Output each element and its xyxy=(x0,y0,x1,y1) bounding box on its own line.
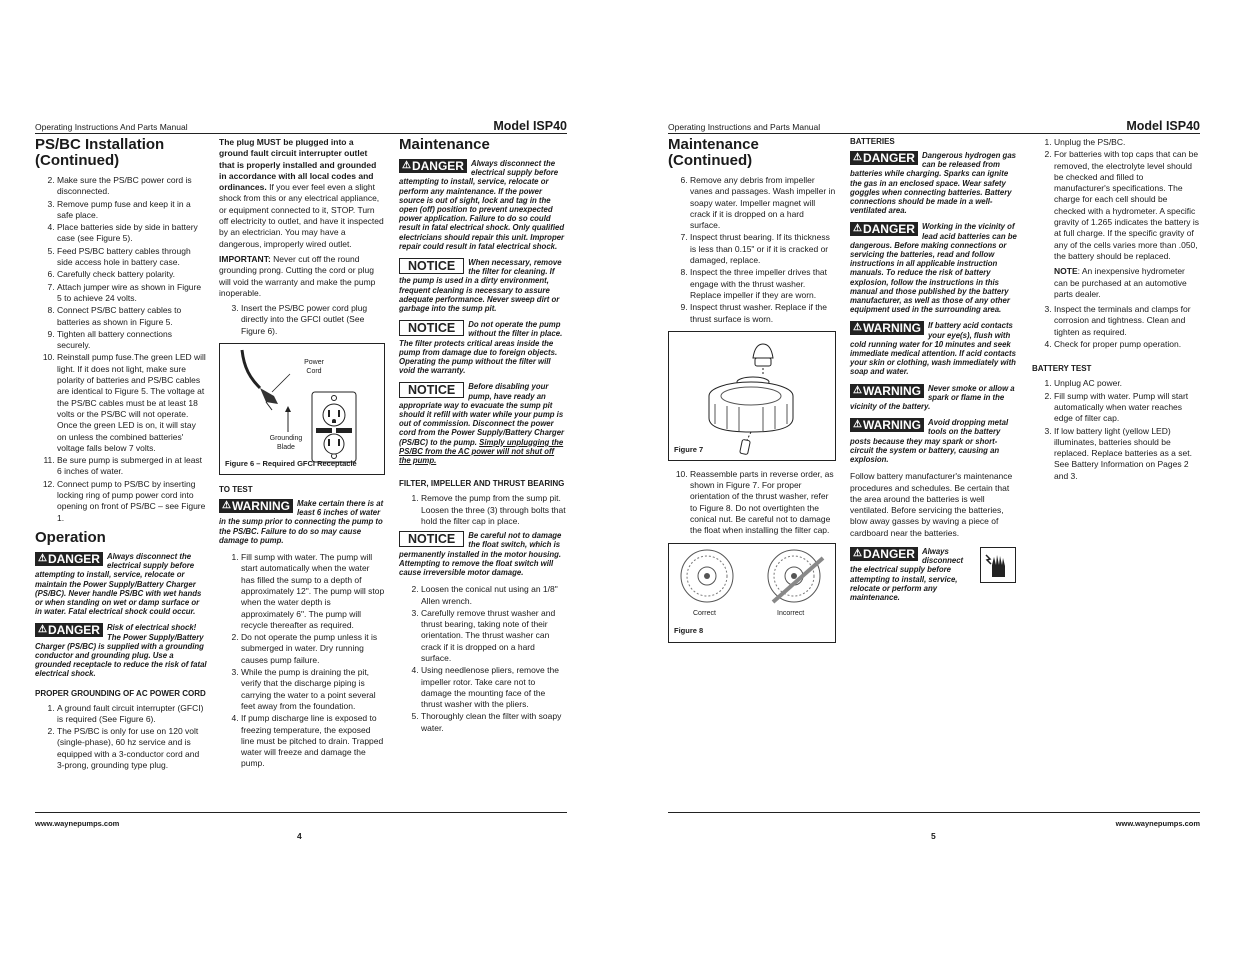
column-2 xyxy=(219,137,385,771)
list-item: 2. Fill sump with water. Pump will start automatically when water reaches edge of filter cap. xyxy=(1054,391,1200,425)
list-item: 5. Thoroughly clean the filter with soapy water. xyxy=(421,711,567,734)
list-item: 6. Carefully check battery polarity. xyxy=(57,269,207,280)
figure-7 xyxy=(668,331,836,461)
warning-notice: ⚠ WARNING Never smoke or allow a spark or flame in the vicinity of the battery. xyxy=(850,383,1015,412)
list-item: 3. While the pump is draining the pit, verify that the discharge piping is carrying the water to a point several feet away from the foundation. xyxy=(241,667,385,712)
list-item: 9. Tighten all battery connections securely. xyxy=(57,329,207,352)
list-item: 2. The PS/BC is only for use on 120 volt (single-phase), 60 hz service and is equipped with a 3-conductor cord and 3-prong, grounding type plug. xyxy=(57,726,207,771)
warning-triangle-icon: ⚠ xyxy=(853,419,862,431)
notice-label: NOTICE xyxy=(399,320,464,336)
list-item: 3. Remove pump fuse and keep it in a safe place. xyxy=(57,199,207,222)
list-item: 1. A ground fault circuit interrupter (GFCI) is required (See Figure 6). xyxy=(57,703,207,726)
warning-notice: ⚠ WARNING Avoid dropping metal tools on the battery posts because they may spark or short-circuit the system or battery, causing an explosion. xyxy=(850,418,1009,465)
body-paragraph: Follow battery manufacturer's maintenance procedures and schedules. Be certain that the area around the batteries is well ventilated. Before servicing the batteries, blow away gasses by waving a piece of cardboard near the batteries. xyxy=(850,471,1013,538)
pump-exploded-view xyxy=(669,332,835,460)
page-number: 5 xyxy=(931,831,936,841)
list-item: 4. Place batteries side by side in battery case (see Figure 5). xyxy=(57,222,207,245)
page-footer xyxy=(35,812,567,841)
warning-triangle-icon: ⚠ xyxy=(402,160,411,171)
filter-steps-a xyxy=(399,493,567,527)
list-item: 8. Inspect the three impeller drives that engage with the thrust washer. Replace impeller if they are worn. xyxy=(690,267,836,301)
warning-notice: ⚠ WARNING If battery acid contacts your eye(s), flush with cold running water for 10 minutes and seek immediate medical attention. If acid contacts your skin or clothing, wash immediately with soap and water. xyxy=(850,321,1016,377)
column-1 xyxy=(668,137,836,643)
danger-label: ⚠ DANGER xyxy=(850,222,918,236)
plug-steps xyxy=(219,303,385,337)
list-item: 12. Connect pump to PS/BC by inserting locking ring of pump power cord into opening on front of PS/BC – see Figure 1. xyxy=(57,479,207,524)
warning-label: ⚠ WARNING xyxy=(850,384,924,398)
list-item: 2. Do not operate the pump unless it is submerged in water. Dry running causes pump failure. xyxy=(241,632,385,666)
warning-label: ⚠ WARNING xyxy=(219,499,293,513)
page-4 xyxy=(35,110,567,850)
footer-url[interactable]: www.waynepumps.com xyxy=(35,819,120,828)
figure-6 xyxy=(219,343,385,475)
list-item: 1. Unplug AC power. xyxy=(1054,378,1200,389)
maintenance-steps xyxy=(668,175,836,325)
list-item: 8. Connect PS/BC battery cables to batteries as shown in Figure 5. xyxy=(57,305,207,328)
danger-notice: ⚠ DANGER Dangerous hydrogen gas can be released from batteries while charging. Sparks can ignite the gas in an enclosed space. Wear safety goggles when connecting batteries. Battery connections should be made in a well-ventilated area. xyxy=(850,151,1016,216)
list-item: 4. Using needlenose pliers, remove the impeller rotor. Take care not to damage the mounting face of the thrust washer with the pliers. xyxy=(421,665,567,710)
page-footer xyxy=(668,812,1200,841)
warning-triangle-icon: ⚠ xyxy=(853,223,862,235)
danger-label: ⚠ DANGER xyxy=(35,623,103,637)
warning-triangle-icon: ⚠ xyxy=(38,624,47,636)
correct-label: Correct xyxy=(693,609,716,617)
list-item: 7. Attach jumper wire as shown in Figure 5 to achieve 24 volts. xyxy=(57,282,207,305)
column-2 xyxy=(850,137,1018,609)
figure-caption: Figure 8 xyxy=(674,626,704,636)
section-title: PS/BC Installation (Continued) xyxy=(35,136,165,169)
list-item: 11. Be sure pump is submerged in at least 6 inches of water. xyxy=(57,455,207,478)
warning-triangle-icon: ⚠ xyxy=(853,322,862,334)
section-title: Maintenance (Continued) xyxy=(668,136,759,169)
plug-paragraph: The plug MUST be plugged into a ground fault circuit interrupter outlet that is properly installed and grounded in accordance with all local codes and ordinances. If you ever feel even a slight shock from this or any electrical appliance, or equipment connected to it, STOP. Turn off electricity to outlet, and have it inspected by an electrician. You may have a dangerous, improperly wired outlet. xyxy=(219,137,384,249)
maintenance-steps-b xyxy=(668,469,836,537)
header-model: Model ISP40 xyxy=(493,119,567,133)
notice-label: NOTICE xyxy=(399,382,464,398)
list-item: 2. Make sure the PS/BC power cord is disconnected. xyxy=(57,175,207,198)
danger-label: ⚠ DANGER xyxy=(399,159,467,173)
warning-triangle-icon: ⚠ xyxy=(38,552,47,564)
power-cord-label: Power Cord xyxy=(304,359,324,376)
danger-notice: ⚠ DANGER Always disconnect the electrical supply before attempting to install, service, relocate or perform any maintenance. xyxy=(850,547,964,603)
list-item: 6. Remove any debris from impeller vanes and passages. Wash impeller in soapy water. Impeller magnet will crack if it is dropped on a hard surface. xyxy=(690,175,836,231)
subheading: BATTERY TEST xyxy=(1032,364,1092,374)
battery-test-steps xyxy=(1032,378,1200,482)
page-header xyxy=(668,115,1200,134)
note-paragraph: NOTE: An inexpensive hydrometer can be purchased at an automotive parts dealer. xyxy=(1054,266,1187,299)
danger-notice: ⚠ DANGER Risk of electrical shock! The Power Supply/Battery Charger (PS/BC) is supplied with a grounding conductor and grounding plug. Use a grounded receptacle to reduce the risk of fatal electrical shock. xyxy=(35,623,207,679)
list-item: 3. Insert the PS/BC power cord plug directly into the GFCI outlet (See Figure 6). xyxy=(241,303,385,337)
warning-triangle-icon: ⚠ xyxy=(222,500,231,512)
column-3 xyxy=(1032,137,1200,483)
warning-triangle-icon: ⚠ xyxy=(853,152,862,163)
notice-label: NOTICE xyxy=(399,531,464,547)
danger-notice-with-shock-icon xyxy=(850,547,1018,602)
subheading: FILTER, IMPELLER AND THRUST BEARING xyxy=(399,479,565,489)
test-steps xyxy=(219,552,385,770)
list-item: 5. Feed PS/BC battery cables through side access hole in battery case. xyxy=(57,246,207,269)
header-model: Model ISP40 xyxy=(1126,119,1200,133)
figure-caption: Figure 6 – Required GFCI Receptacle xyxy=(225,458,357,468)
list-item: 10. Reinstall pump fuse.The green LED will light. If it does not light, make sure polarity of batteries and PS/BC cables are identical to Figure 5. The voltage at the PS/BC cables must be at least 18 volts or the PS/BC will not operate. Once the green LED is on, it will stay on unless the combined batteries' voltage falls below 7 volts. xyxy=(57,352,207,454)
list-item: 4. If pump discharge line is exposed to freezing temperature, the exposed line must be pitched to drain. Trapped water will freeze and damage the pump. xyxy=(241,713,385,769)
list-item: 1. Remove the pump from the sump pit. Loosen the three (3) through bolts that hold the filter cap in place. xyxy=(421,493,567,527)
list-item: 2. Loosen the conical nut using an 1/8" Allen wrench. xyxy=(421,584,567,607)
notice: NOTICE Before disabling your pump, have ready an appropriate way to evacuate the sump pit should it refill with water while your pump is out of commission. Disconnect the power cord from the Power Supply/Battery Charger (PS/BC) to the pump. Simply unplugging the PS/BC from the AC power will not shut off the pump. xyxy=(399,382,565,466)
filter-steps-b xyxy=(399,584,567,734)
column-1 xyxy=(35,137,207,772)
notice-label: NOTICE xyxy=(399,258,464,274)
important-paragraph: IMPORTANT: Never cut off the round grounding prong. Cutting the cord or plug will void the warranty and make the pump inoperable. xyxy=(219,253,376,298)
list-item: 10. Reassemble parts in reverse order, as shown in Figure 7. For proper orientation of the thrust washer, refer to Figure 8. Do not overtighten the conical nut. Be careful not to damage the float when installing the filter cap. xyxy=(690,469,836,537)
danger-label: ⚠ DANGER xyxy=(850,151,918,165)
danger-label: ⚠ DANGER xyxy=(850,547,918,561)
subheading: PROPER GROUNDING OF AC POWER CORD xyxy=(35,688,206,698)
header-manual-title: Operating Instructions And Parts Manual xyxy=(35,122,188,132)
electric-shock-hand-icon xyxy=(980,547,1016,583)
list-item: 4. Check for proper pump operation. xyxy=(1054,339,1200,350)
list-item: 2. For batteries with top caps that can be removed, the electrolyte level should be checked and filled to manufacturer's specifications. The charge for each cell should be checked with a hydrometer. A specific gravity of 1.265 indicates the battery is at full charge. If the specific gravity of any of the cells varies more than .050, the battery should be replaced. xyxy=(1054,149,1200,262)
list-item: 9. Inspect thrust washer. Replace if the thrust surface is worn. xyxy=(690,302,836,325)
warning-label: ⚠ WARNING xyxy=(850,321,924,335)
subheading: BATTERIES xyxy=(850,137,895,146)
page-number: 4 xyxy=(297,831,302,841)
warning-notice: ⚠ WARNING Make certain there is at least 6 inches of water in the sump prior to connecting the pump to the PS/BC. Failure to do so may cause damage to pump. xyxy=(219,499,384,545)
battery-steps-b xyxy=(1032,304,1200,350)
danger-label: ⚠ DANGER xyxy=(35,552,103,566)
list-item: 7. Inspect thrust bearing. If its thickness is less than 0.15" or if it is cracked or damaged, replace. xyxy=(690,232,836,266)
page-5 xyxy=(668,110,1200,850)
column-3 xyxy=(399,137,567,735)
danger-notice: ⚠ DANGER Always disconnect the electrical supply before attempting to install, service, relocate or perform any maintenance. If the power source is out of sight, lock and tag in the open (off) position to prevent unexpected power application. Failure to do so could result in fatal electrical shock. Only qualified electricians should repair this unit. Improper repair could result in fatal electrical shock. xyxy=(399,159,565,251)
page-header xyxy=(35,115,567,134)
list-item: 1. Unplug the PS/BC. xyxy=(1054,137,1200,148)
list-item: 3. Carefully remove thrust washer and thrust bearing, taking note of their orientation. The thrust washer can crack if it is dropped on a hard surface. xyxy=(421,608,567,664)
battery-steps xyxy=(1032,137,1200,262)
list-item: 3. Inspect the terminals and clamps for corrosion and tightness. Clean and tighten as required. xyxy=(1054,304,1200,338)
warning-label: ⚠ WARNING xyxy=(850,418,924,432)
danger-notice: ⚠ DANGER Always disconnect the electrical supply before attempting to install, service, relocate or maintain the Power Supply/Battery Charger (PS/BC). Never handle PS/BC with wet hands or when standing on wet or damp surface or in water. Fatal electrical shock could occur. xyxy=(35,551,202,617)
warning-triangle-icon: ⚠ xyxy=(853,548,862,560)
section-title: Maintenance xyxy=(399,136,490,153)
incorrect-label: Incorrect xyxy=(777,609,805,617)
figure-caption: Figure 7 xyxy=(674,444,704,454)
figure-8 xyxy=(668,543,836,643)
danger-notice: ⚠ DANGER Working in the vicinity of lead acid batteries can be dangerous. Before making connections or servicing the batteries, read and follow instructions in all applicable instruction manuals. To reduce the risk of battery explosion, follow the instructions in this manual and those published by the battery manufacturer, as well as those of any other equipment used in the surrounding area. xyxy=(850,222,1017,315)
notice: NOTICE When necessary, remove the filter for cleaning. If the pump is used in a dirty environment, frequent cleaning is necessary to assure adequate performance. Never sweep dirt or garbage into the sump pit. xyxy=(399,258,562,314)
notice: NOTICE Be careful not to damage the float switch, which is permanently installed in the motor housing. Attempting to remove the float switch will cause irreversible motor damage. xyxy=(399,531,562,577)
list-item: 1. Fill sump with water. The pump will start automatically when the water has filled the sump to a depth of approximately 12". The pump will stop when the water depth is approximately 6". The pump will recycle thereafter as required. xyxy=(241,552,385,631)
warning-triangle-icon: ⚠ xyxy=(853,384,862,396)
list-item: 3. If low battery light (yellow LED) illuminates, batteries should be replaced. Replace batteries as a set. See Battery Information on Pages 2 and 3. xyxy=(1054,426,1200,482)
grounding-blade-label: Grounding Blade xyxy=(269,435,303,452)
section-title: Operation xyxy=(35,528,106,546)
footer-url[interactable]: www.waynepumps.com xyxy=(1115,819,1200,828)
install-steps xyxy=(35,175,207,524)
notice: NOTICE Do not operate the pump without the filter in place. The filter protects critical areas inside the pump from damage due to foreign objects. Operating the pump without the filter will void the warranty. xyxy=(399,320,563,376)
subheading: TO TEST xyxy=(219,485,253,495)
header-manual-title: Operating Instructions and Parts Manual xyxy=(668,122,821,132)
grounding-steps xyxy=(35,703,207,772)
